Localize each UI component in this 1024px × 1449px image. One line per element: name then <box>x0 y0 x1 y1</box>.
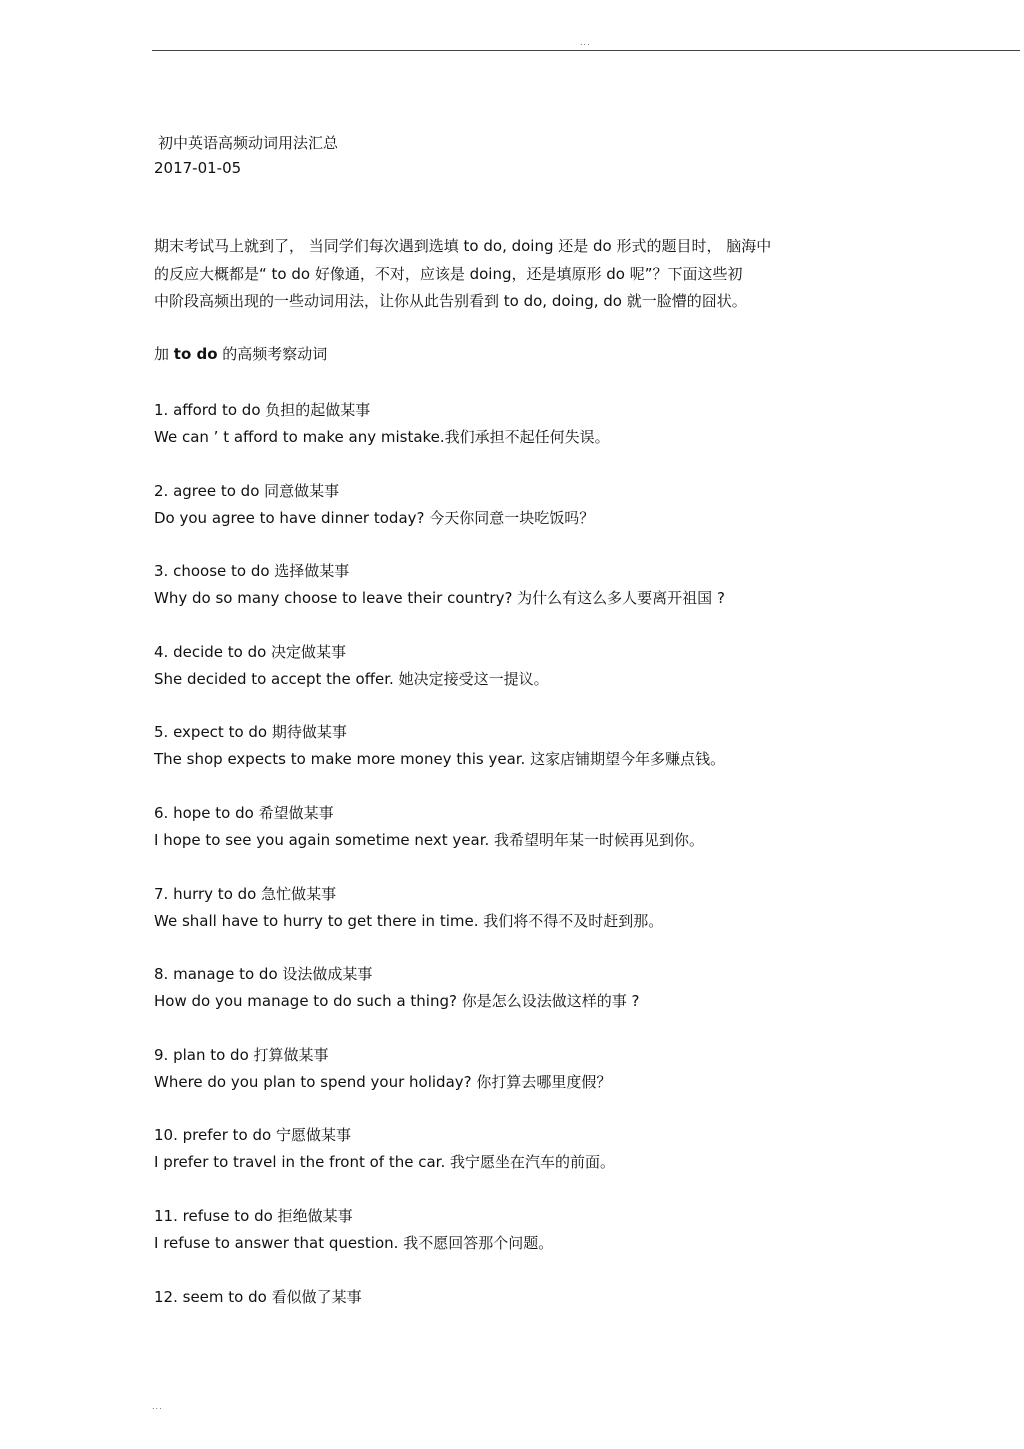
verb-entry <box>154 961 894 1042</box>
verb-entry <box>154 639 894 720</box>
verb-entry <box>154 397 894 478</box>
verb-entry-head: 7. hurry to do 急忙做某事 <box>154 884 337 903</box>
verb-entry-example: I prefer to travel in the front of the car. 我宁愿坐在汽车的前面。 <box>154 1153 615 1172</box>
verb-entry-head: 3. choose to do 选择做某事 <box>154 562 350 581</box>
verb-entry <box>154 719 894 800</box>
document-title: 初中英语高频动词用法汇总 <box>158 134 339 152</box>
verb-entry-head: 9. plan to do 打算做某事 <box>154 1045 329 1064</box>
intro-line: 期末考试马上就到了， 当同学们每次遇到选填 to do, doing 还是 do 形式的题目时， 脑海中 <box>154 237 772 255</box>
verb-entry-example: Do you agree to have dinner today? 今天你同意一块吃饭吗？ <box>154 508 595 527</box>
verb-entry-example: The shop expects to make more money this year. 这家店铺期望今年多赚点钱。 <box>154 750 726 769</box>
verb-entry-head: 1. afford to do 负担的起做某事 <box>154 401 371 419</box>
document-date: 2017-01-05 <box>154 159 242 177</box>
verb-entry <box>154 478 894 559</box>
verb-entry-example: We shall have to hurry to get there in time. 我们将不得不及时赶到那。 <box>154 911 664 930</box>
verb-entry-head: 8. manage to do 设法做成某事 <box>154 965 373 984</box>
verb-entry-head: 4. decide to do 决定做某事 <box>154 642 347 661</box>
verb-entry <box>154 1122 894 1203</box>
verb-entry <box>154 558 894 639</box>
section-heading-suffix: 的高频考察动词 <box>217 345 328 363</box>
footer-mark: ... <box>152 1402 163 1411</box>
verb-entry-example: She decided to accept the offer. 她决定接受这一提议。 <box>154 669 549 688</box>
verb-entry-example: Where do you plan to spend your holiday? 你打算去哪里度假？ <box>154 1072 612 1091</box>
verb-list <box>154 397 894 1364</box>
section-heading-prefix: 加 <box>154 345 174 363</box>
verb-entry <box>154 1042 894 1123</box>
verb-entry <box>154 800 894 881</box>
section-heading <box>154 341 327 368</box>
verb-entry-head: 2. agree to do 同意做某事 <box>154 481 340 500</box>
verb-entry-head: 12. seem to do 看似做了某事 <box>154 1287 362 1306</box>
verb-entry-head: 11. refuse to do 拒绝做某事 <box>154 1206 353 1225</box>
verb-entry-example: How do you manage to do such a thing? 你是怎么设法做这样的事 ? <box>154 992 640 1011</box>
verb-entry-example: I hope to see you again sometime next year. 我希望明年某一时候再见到你。 <box>154 830 705 849</box>
intro-paragraph <box>154 233 870 316</box>
header-mark: ... <box>580 38 591 47</box>
header-rule <box>152 50 1020 51</box>
verb-entry <box>154 1203 894 1284</box>
section-heading-bold: to do <box>173 345 218 363</box>
verb-entry <box>154 881 894 962</box>
verb-entry-head: 5. expect to do 期待做某事 <box>154 723 347 742</box>
intro-line: 的反应大概都是“ to do 好像通，不对，应该是 doing，还是填原形 do 呢”？下面这些初 <box>154 264 743 283</box>
verb-entry-example: We can ’ t afford to make any mistake.我们承担不起任何失误。 <box>154 428 610 446</box>
verb-entry-head: 6. hope to do 希望做某事 <box>154 803 334 822</box>
verb-entry-example: Why do so many choose to leave their country? 为什么有这么多人要离开祖国 ? <box>154 589 725 608</box>
verb-entry <box>154 1284 894 1365</box>
intro-line: 中阶段高频出现的一些动词用法，让你从此告别看到 to do, doing, do 就一脸懵的囧状。 <box>154 292 747 310</box>
verb-entry-head: 10. prefer to do 宁愿做某事 <box>154 1126 351 1145</box>
verb-entry-example: I refuse to answer that question. 我不愿回答那个问题。 <box>154 1233 554 1252</box>
